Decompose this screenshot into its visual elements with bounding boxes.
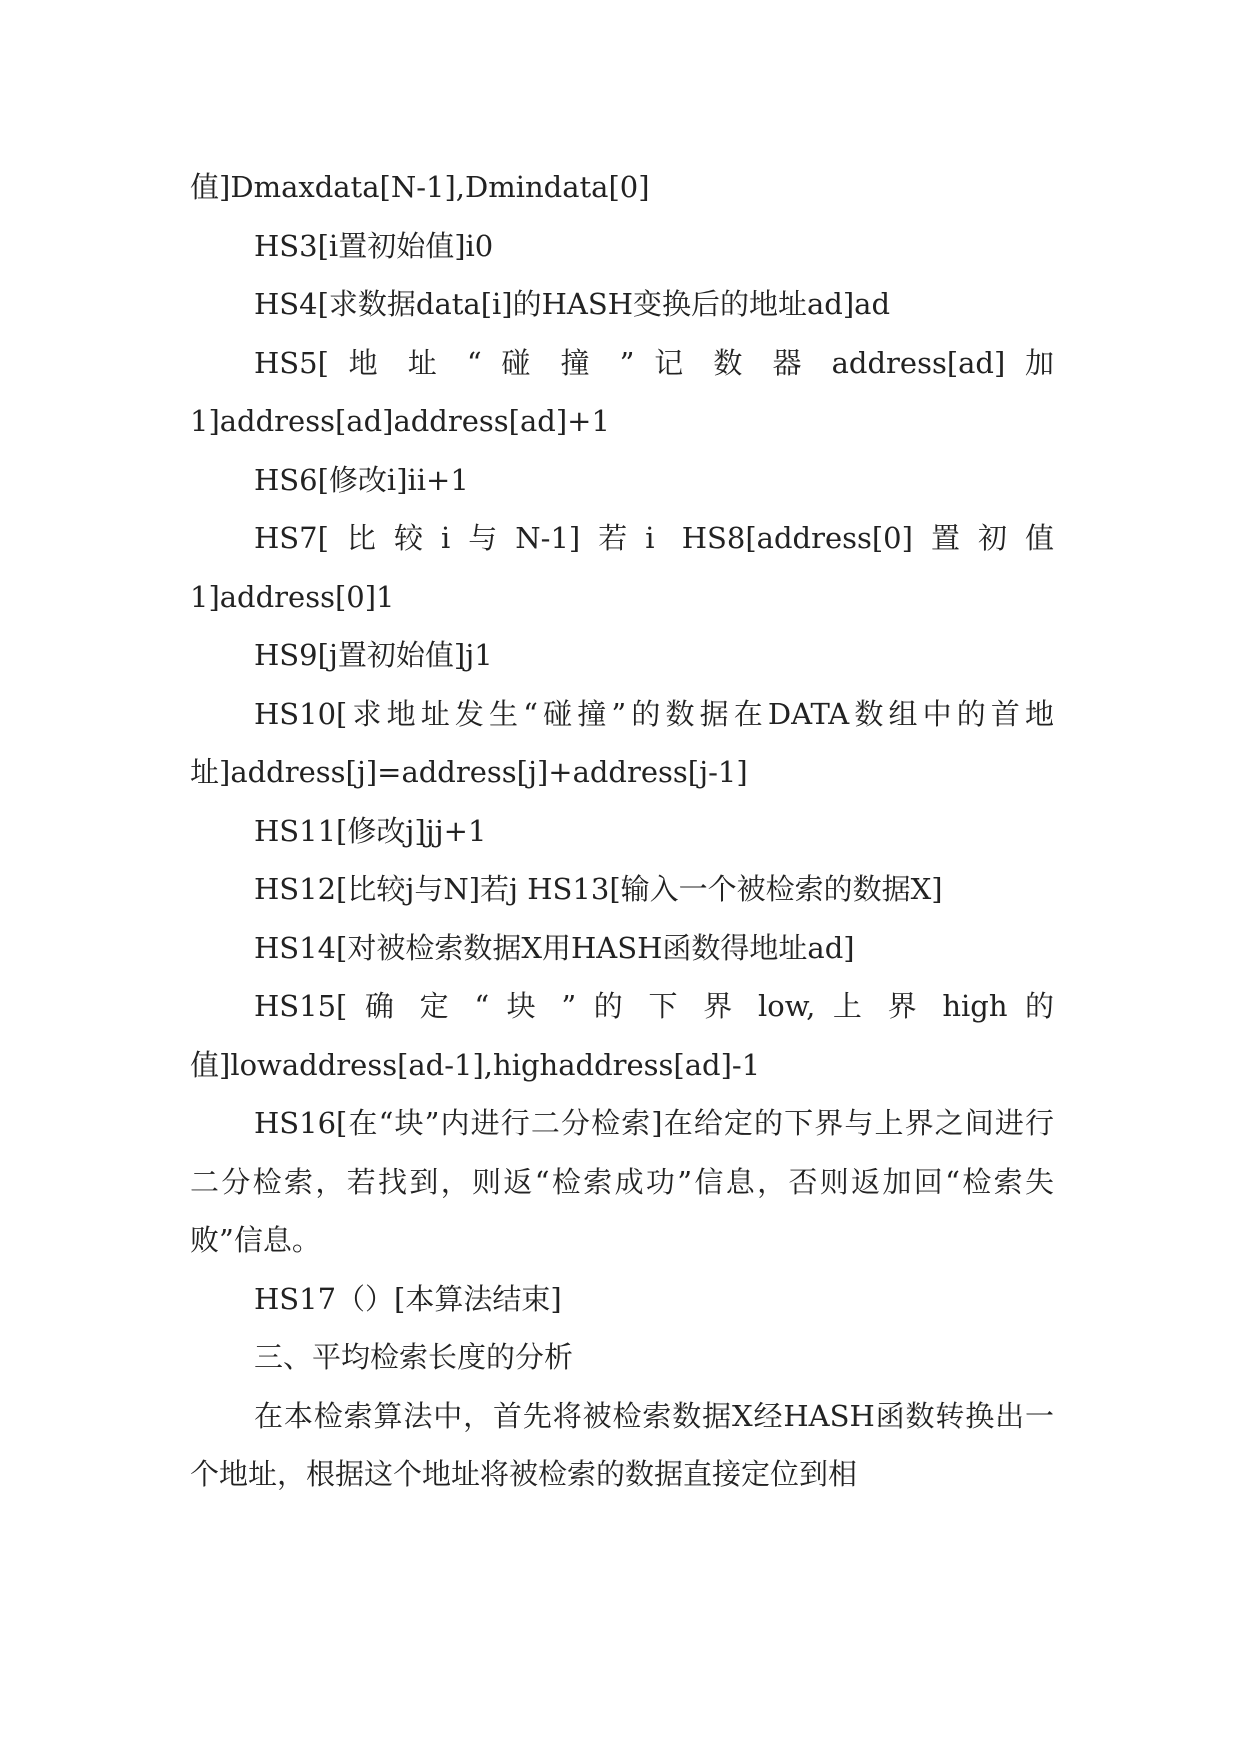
paragraph-hs6: HS6[修改i]ii+1 (254, 462, 469, 497)
paragraph-analysis: 在本检索算法中，首先将被检索数据X经HASH函数转换出一个地址，根据这个地址将被检索的数据直接定位到相 (190, 1398, 1054, 1491)
paragraph-hs11: HS11[修改j]jj+1 (254, 813, 487, 848)
document-page (190, 158, 1054, 1504)
paragraph-hs10: HS10[求地址发生“碰撞”的数据在DATA数组中的首地址]address[j]=address[j]+address[j-1] (190, 696, 1054, 789)
paragraph-hs15: HS15[ 确 定 “ 块 ” 的 下 界 low, 上 界 high 的值]lowaddress[ad-1],highaddress[ad]-1 (190, 989, 1054, 1082)
section-heading: 三、平均检索长度的分析 (254, 1340, 574, 1374)
paragraph-hs16: HS16[在“块”内进行二分检索]在给定的下界与上界之间进行二分检索，若找到，则返“检索成功”信息，否则返加回“检索失败”信息。 (190, 1106, 1054, 1257)
paragraph-hs9: HS9[j置初始值]j1 (254, 638, 493, 672)
paragraph-hs14: HS14[对被检索数据X用HASH函数得地址ad] (254, 930, 855, 965)
paragraph-hs5: HS5[ 地 址 “ 碰 撞 ” 记 数 器 address[ad] 加1]address[ad]address[ad]+1 (190, 345, 1054, 438)
paragraph-hs4: HS4[求数据data[i]的HASH变换后的地址ad]ad (254, 287, 891, 321)
paragraph-hs12-hs13: HS12[比较j与N]若j HS13[输入一个被检索的数据X] (254, 872, 943, 906)
paragraph-hs3: HS3[i置初始值]i0 (254, 228, 494, 263)
paragraph-1: 值]Dmaxdata[N-1],Dmindata[0] (190, 170, 650, 204)
paragraph-hs7-hs8: HS7[比较i与N-1]若i HS8[address[0]置初值1]address[0]1 (190, 521, 1054, 614)
paragraph-hs17: HS17（）[本算法结束] (254, 1281, 562, 1316)
